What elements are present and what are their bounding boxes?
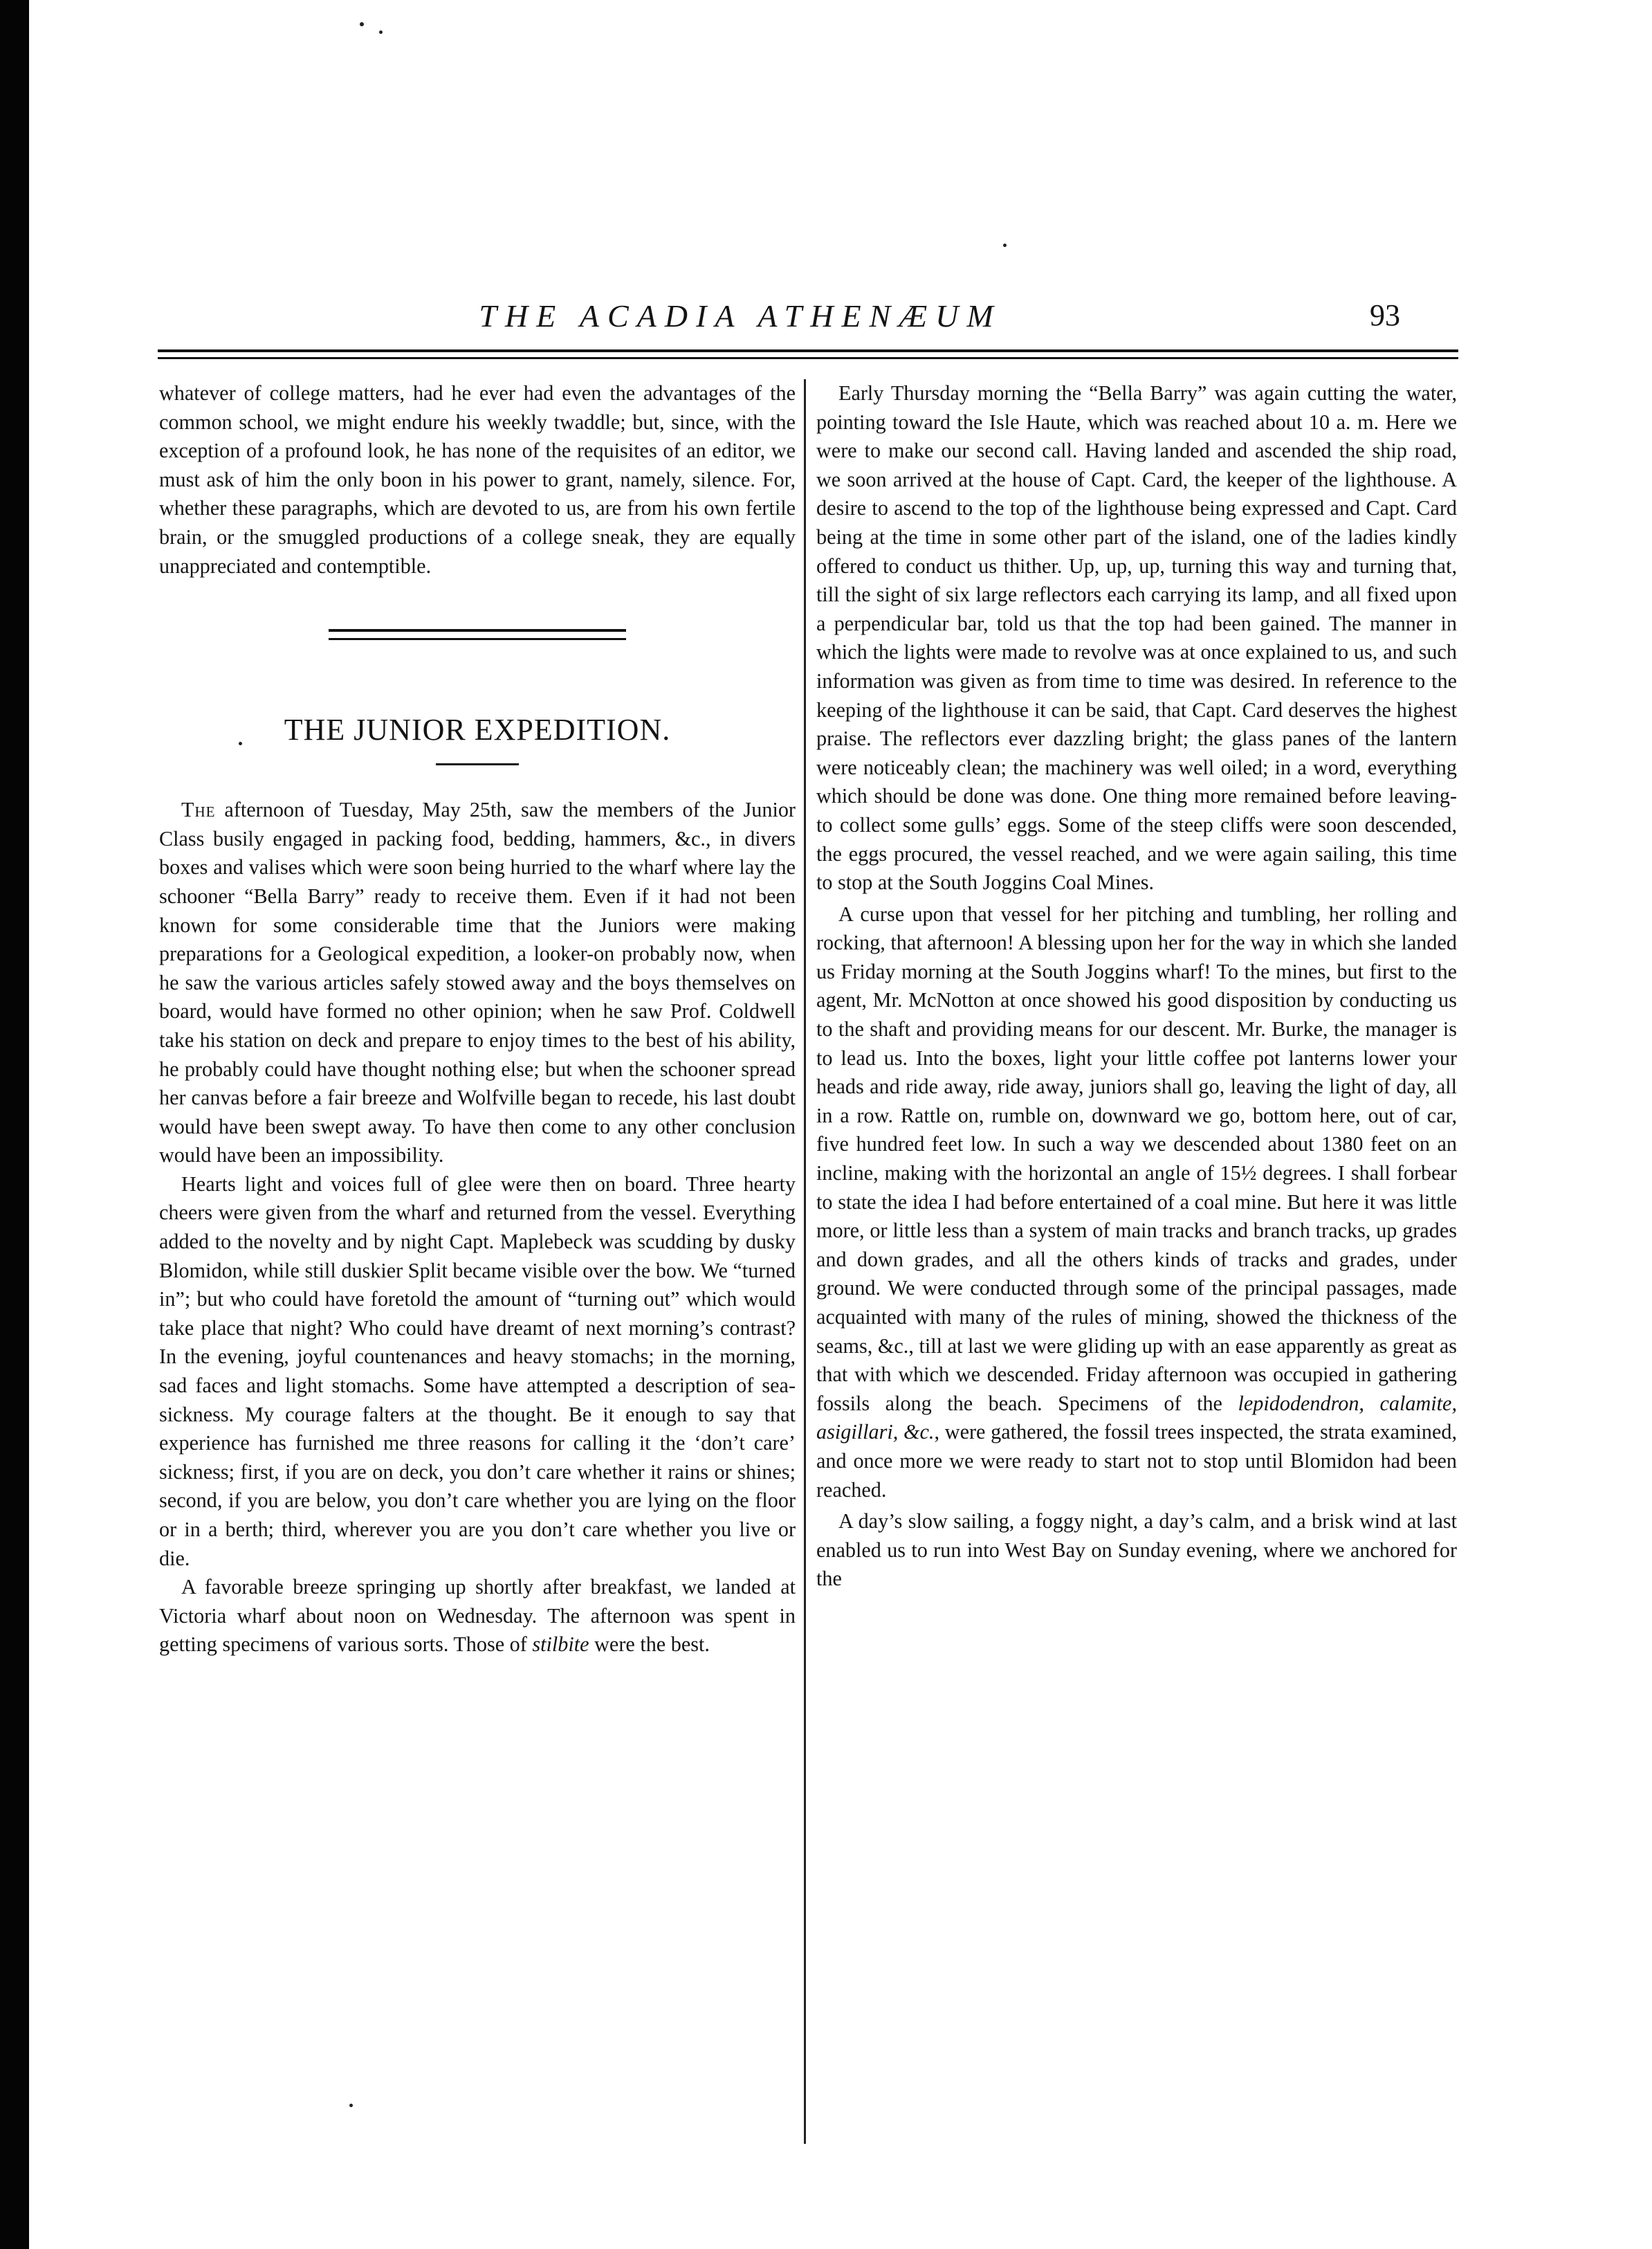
journal-title: THE ACADIA ATHENÆUM	[479, 298, 1002, 334]
header-rule-bottom	[158, 357, 1458, 359]
page-binding-edge	[0, 0, 29, 2249]
left-column	[159, 379, 796, 1659]
scan-speck	[349, 2104, 353, 2107]
italic-term: lepidodendron, calamite, asigillari, &c.	[816, 1391, 1457, 1444]
header-rule-top	[158, 349, 1458, 352]
italic-term: stilbite	[532, 1632, 589, 1657]
section-divider-double-rule	[329, 629, 626, 640]
scan-speck	[379, 30, 383, 34]
page-number: 93	[1370, 298, 1400, 332]
scan-speck	[1003, 244, 1007, 247]
article-paragraph-2: Hearts light and voices full of glee were then on board. Three hearty cheers were given from the wharf and returned from the vessel. Everything added to the novelty and by night Capt. Maplebeck was scudding by dusky Blomidon, while still duskier Split became visible over the bow. We “turned in”; but who could have foretold the amount of “turning out” which would take place that night? Who could have dreamt of next morning’s contrast? In the evening, joyful countenances and heavy stomachs; in the morning, sad faces and light stomachs. Some have attempted a description of sea-sickness. My courage falters at the thought. Be it enough to say that experience has furnished me three reasons for calling it the ‘don’t care’ sickness; first, if you are on deck, you don’t care whether it rains or shines; second, if you are below, you don’t care whether you are lying on the floor or in a berth; third, wherever you are you don’t care whether you live or die.	[159, 1172, 796, 1570]
article-title: THE JUNIOR EXPEDITION.	[284, 713, 671, 747]
scan-speck	[360, 22, 364, 26]
column-divider	[804, 379, 806, 2144]
title-underline-rule	[436, 763, 519, 765]
drop-word: The	[181, 798, 216, 822]
right-column	[816, 379, 1457, 1594]
article-paragraph-6: A day’s slow sailing, a foggy night, a day’s calm, and a brisk wind at last enabled us to run into West Bay on Sunday evening, where we anchored for the	[816, 1509, 1457, 1591]
article-paragraph-1: The afternoon of Tuesday, May 25th, saw the members of the Junior Class busily engaged in packing food, bedding, hammers, &c., in divers boxes and valises which were soon being hurried to the wharf where lay the schooner “Bella Barry” ready to receive them. Even if it had not been known for some considerable time that the Juniors were making preparations for a Geological expedition, a looker-on probably now, when he saw the various articles safely stowed away and the boys themselves on board, would have formed no other opinion; when he saw Prof. Coldwell take his station on deck and prepare to enjoy times to the best of his ability, he probably could have thought nothing else; but when the schooner spread her canvas before a fair breeze and Wolfville began to recede, his last doubt would have been swept away. To have then come to any other conclusion would have been an impossibility.	[159, 798, 796, 1167]
continued-paragraph: whatever of college matters, had he ever had even the advantages of the common school, we might endure his weekly twaddle; but, since, with the exception of a profound look, he has none of the requisites of an editor, we must ask of him the only boon in his power to grant, namely, silence. For, whether these paragraphs, which are devoted to us, are from his own fertile brain, or the smuggled productions of a college sneak, they are equally unappreciated and contemptible.	[159, 381, 796, 578]
article-paragraph-5: A curse upon that vessel for her pitching and tumbling, her rolling and rocking, that afternoon! A blessing upon her for the way in which she landed us Friday morning at the South Joggins wharf! To the mines, but first to the agent, Mr. McNotton at once showed his good disposition by conducting us to the shaft and providing means for our descent. Mr. Burke, the manager is to lead us. Into the boxes, light your little coffee pot lanterns lower your heads and ride away, ride away, juniors shall go, leaving the light of day, all in a row. Rattle on, rumble on, downward we go, bottom here, out of car, five hundred feet low. In such a way we descended about 1380 feet on an incline, making with the horizontal an angle of 15½ degrees. I shall forbear to state the idea I had before entertained of a coal mine. But here it was little more, or little less than a system of main tracks and branch tracks, up grades and down grades, and all the others kinds of tracks and grades, under ground. We were conducted through some of the principal passages, made acquainted with many of the rules of mining, showed the thickness of the seams, &c., till at last we were gliding up with an ease apparently as great as that with which we descended. Friday afternoon was occupied in gathering fossils along the beach. Specimens of the lepidodendron, calamite, asigillari, &c., were gathered, the fossil trees inspected, the strata examined, and once more we were ready to start not to stop until Blomidon had been reached.	[816, 902, 1457, 1502]
article-paragraph-4: Early Thursday morning the “Bella Barry” was again cutting the water, pointing toward the Isle Haute, which was reached about 10 a. m. Here we were to make our second call. Having landed and ascended the ship road, we soon arrived at the house of Capt. Card, the keeper of the lighthouse. A desire to ascend to the top of the lighthouse being expressed and Capt. Card being at the time in some other part of the island, one of the ladies kindly offered to conduct us thither. Up, up, up, turning this way and turning that, till the sight of six large reflectors each carrying its lamp, and all fixed upon a perpendicular bar, told us that the top had been gained. The manner in which the lights were made to revolve was at once explained to us, and such information was given as from time to time was desired. In reference to the keeping of the lighthouse it can be said, that Capt. Card deserves the highest praise. The reflectors ever dazzling bright; the glass panes of the lantern were noticeably clean; the machinery was well oiled; in a word, everything which should be done was done. One thing more remained before leaving- to collect some gulls’ eggs. Some of the steep cliffs were soon descended, the eggs procured, the vessel reached, and we were again sailing, this time to stop at the South Joggins Coal Mines.	[816, 381, 1457, 895]
article-paragraph-3: A favorable breeze springing up shortly after breakfast, we landed at Victoria wharf about noon on Wednesday. The afternoon was spent in getting specimens of various sorts. Those of stilbite were the best.	[159, 1575, 796, 1657]
